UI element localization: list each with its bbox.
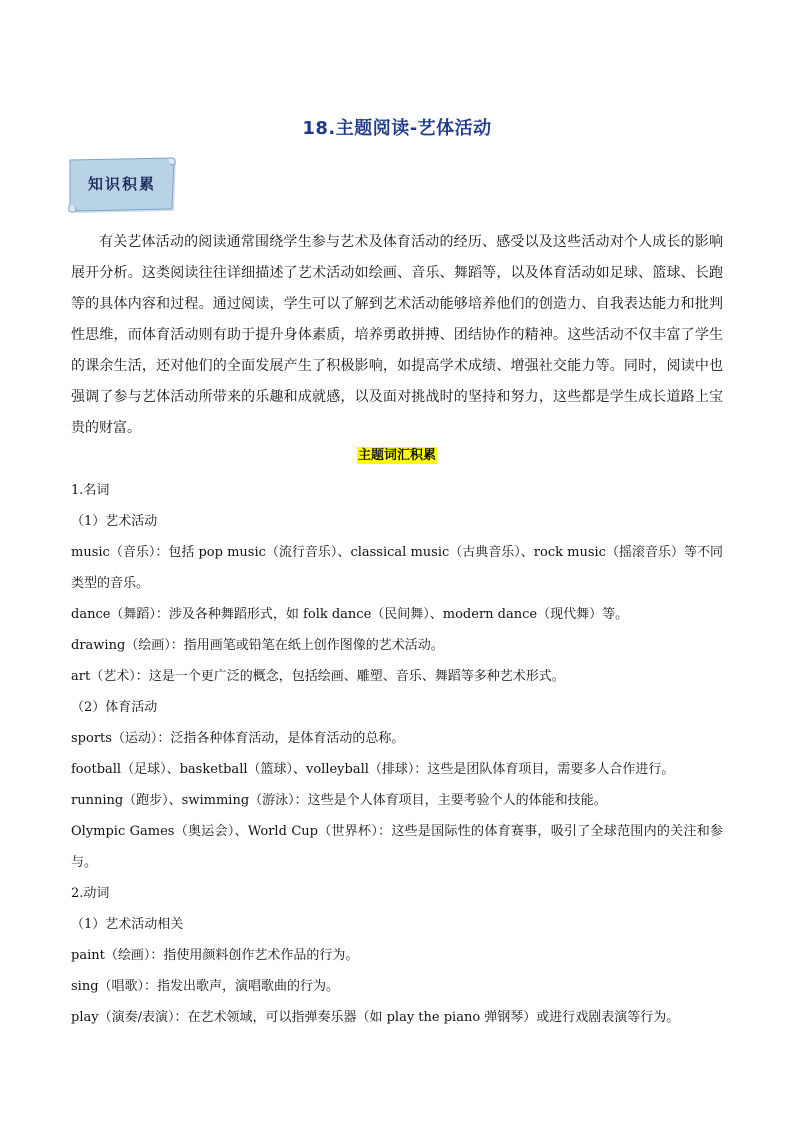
- entry-music: music（音乐）：包括 pop music（流行音乐）、classical music（古典音乐）、rock music（摇滚音乐）等不同类型的音乐。: [71, 545, 723, 591]
- entry-individual-sports: running（跑步）、swimming（游泳）：这些是个人体育项目，主要考验个人的体能和技能。: [71, 793, 607, 808]
- page-title: 18.主题阅读-艺体活动: [302, 118, 492, 139]
- entry-sing: sing（唱歌）：指发出歌声，演唱歌曲的行为。: [71, 979, 340, 994]
- subheading-art-verbs: （1）艺术活动相关: [71, 917, 184, 932]
- entry-international-events: Olympic Games（奥运会）、World Cup（世界杯）：这些是国际性的体育赛事，吸引了全球范围内的关注和参与。: [71, 824, 723, 870]
- banner-label: 知识积累: [87, 174, 156, 193]
- entry-art: art（艺术）：这是一个更广泛的概念，包括绘画、雕塑、音乐、舞蹈等多种艺术形式。: [71, 669, 565, 684]
- subheading-art: （1）艺术活动: [71, 514, 158, 529]
- entry-drawing: drawing（绘画）：指用画笔或铅笔在纸上创作图像的艺术活动。: [71, 638, 444, 653]
- vocabulary-list: [71, 475, 723, 1033]
- section-heading-highlight: 主题词汇积累: [357, 448, 436, 463]
- intro-paragraph: 有关艺体活动的阅读通常围绕学生参与艺术及体育活动的经历、感受以及这些活动对个人成长的影响展开分析。这类阅读往往详细描述了艺术活动如绘画、音乐、舞蹈等，以及体育活动如足球、篮球、长跑等的具体内容和过程。通过阅读，学生可以了解到艺术活动能够培养他们的创造力、自我表达能力和批判性思维，而体育活动则有助于提升身体素质，培养勇敢拼搏、团结协作的精神。这些活动不仅丰富了学生的课余生活，还对他们的全面发展产生了积极影响，如提高学术成绩、增强社交能力等。同时，阅读中也强调了参与艺体活动所带来的乐趣和成就感，以及面对挑战时的坚持和努力，这些都是学生成长道路上宝贵的财富。: [71, 234, 723, 436]
- heading-nouns: 1.名词: [71, 483, 110, 498]
- entry-sports: sports（运动）：泛指各种体育活动，是体育活动的总称。: [71, 731, 405, 746]
- heading-verbs: 2.动词: [71, 886, 110, 901]
- entry-play: play（演奏/表演）：在艺术领域，可以指弹奏乐器（如 play the piano 弹钢琴）或进行戏剧表演等行为。: [71, 1010, 680, 1025]
- entry-team-sports: football（足球）、basketball（篮球）、volleyball（排球）：这些是团队体育项目，需要多人合作进行。: [71, 762, 675, 777]
- section-heading: [0, 446, 794, 466]
- subheading-sports: （2）体育活动: [71, 700, 158, 715]
- knowledge-banner: [68, 157, 180, 215]
- entry-paint: paint（绘画）：指使用颜料创作艺术作品的行为。: [71, 948, 359, 963]
- entry-dance: dance（舞蹈）：涉及各种舞蹈形式，如 folk dance（民间舞）、modern dance（现代舞）等。: [71, 607, 629, 622]
